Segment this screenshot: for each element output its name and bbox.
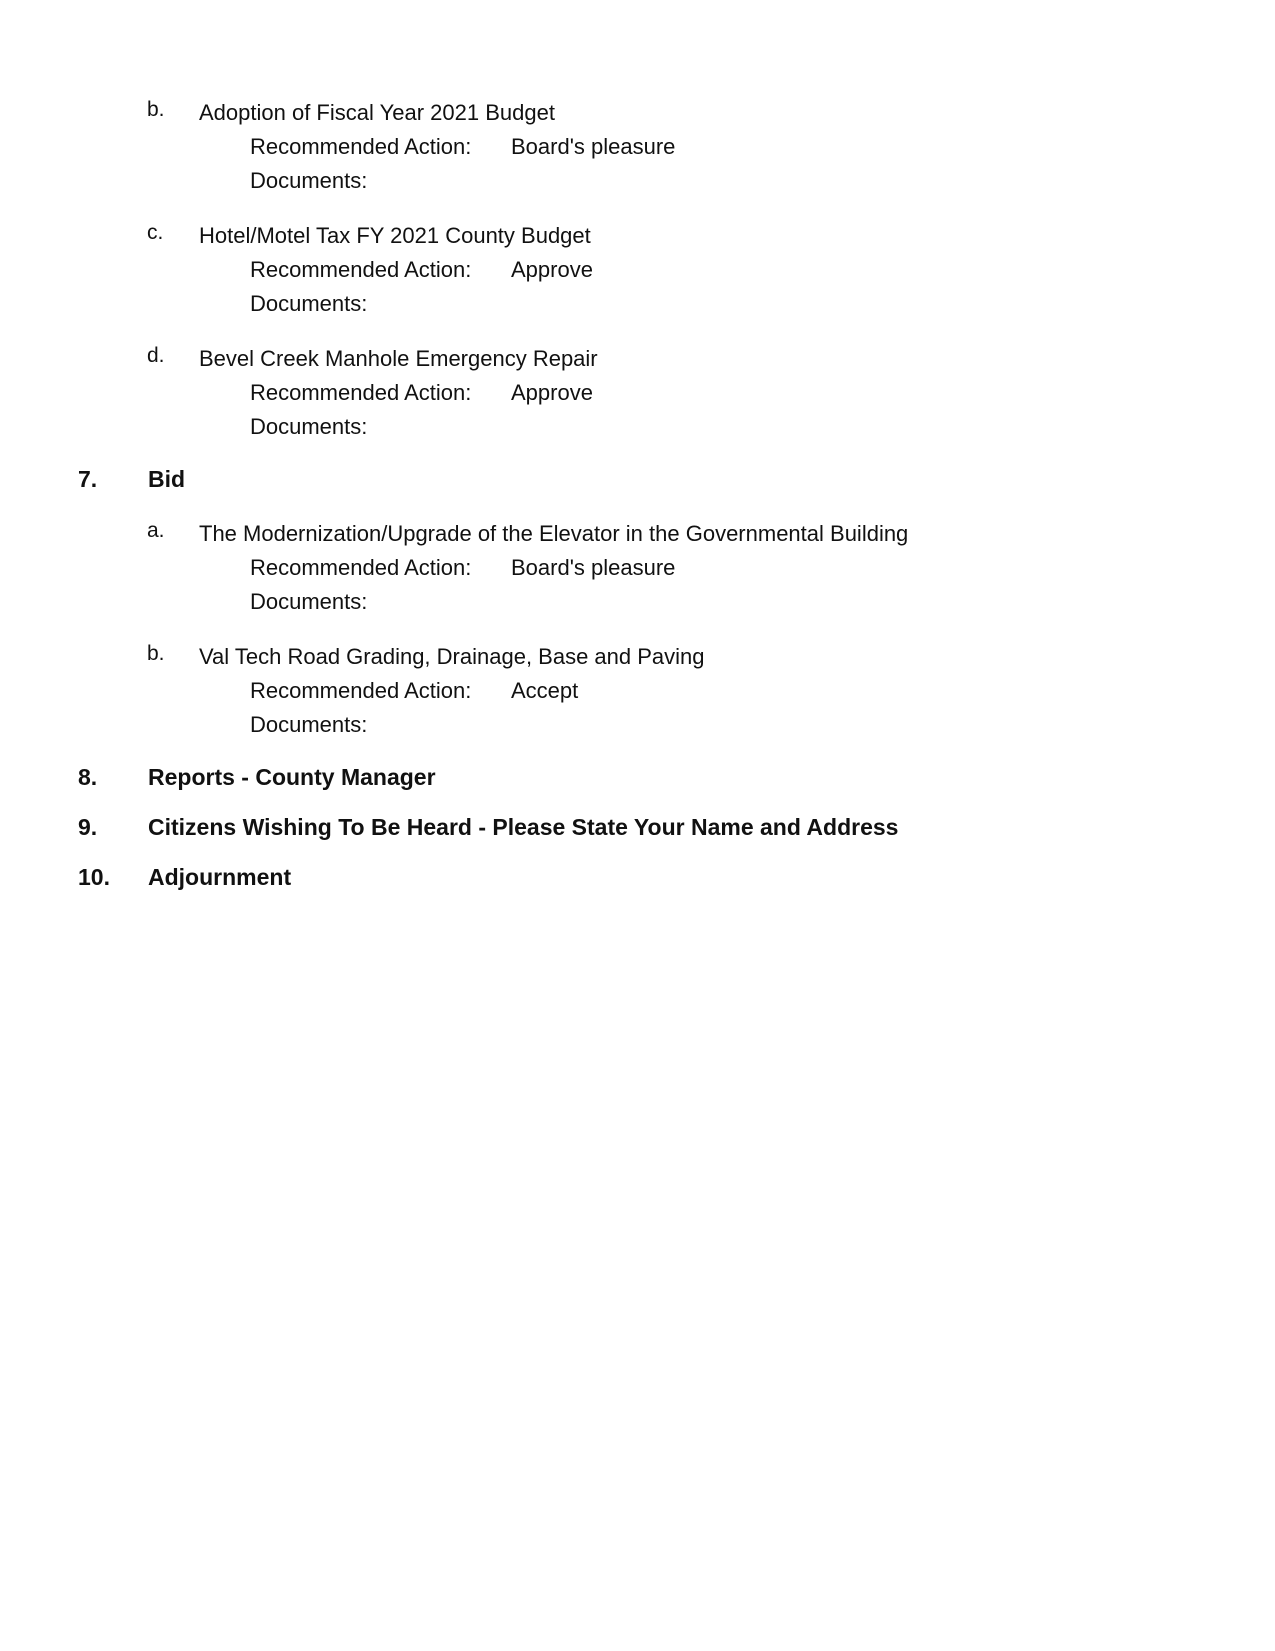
section-number: 9. xyxy=(78,814,98,840)
recommended-action-label: Recommended Action: xyxy=(250,678,472,703)
recommended-action-value: Board's pleasure xyxy=(511,134,676,159)
section-number: 10. xyxy=(78,864,110,890)
item-letter: a. xyxy=(147,519,165,542)
recommended-action-label: Recommended Action: xyxy=(250,380,472,405)
section-title: Adjournment xyxy=(148,864,292,890)
section-title: Bid xyxy=(148,466,186,492)
recommended-action-value: Approve xyxy=(511,380,593,405)
item-title: The Modernization/Upgrade of the Elevator in the Governmental Building xyxy=(199,521,909,546)
item-title: Hotel/Motel Tax FY 2021 County Budget xyxy=(199,223,591,248)
recommended-action-value: Board's pleasure xyxy=(511,555,676,580)
item-letter: d. xyxy=(147,344,165,367)
recommended-action-label: Recommended Action: xyxy=(250,134,472,159)
recommended-action-label: Recommended Action: xyxy=(250,257,472,282)
item-title: Bevel Creek Manhole Emergency Repair xyxy=(199,346,598,371)
section-number: 7. xyxy=(78,466,98,492)
documents-label: Documents: xyxy=(250,168,368,193)
item-letter: b. xyxy=(147,98,165,121)
recommended-action-label: Recommended Action: xyxy=(250,555,472,580)
item-letter: b. xyxy=(147,642,165,665)
item-title: Adoption of Fiscal Year 2021 Budget xyxy=(199,100,555,125)
documents-label: Documents: xyxy=(250,291,368,316)
item-title: Val Tech Road Grading, Drainage, Base and Paving xyxy=(199,644,705,669)
section-title: Citizens Wishing To Be Heard - Please State Your Name and Address xyxy=(148,814,899,840)
documents-label: Documents: xyxy=(250,712,368,737)
documents-label: Documents: xyxy=(250,589,368,614)
item-letter: c. xyxy=(147,221,164,244)
recommended-action-value: Approve xyxy=(511,257,593,282)
documents-label: Documents: xyxy=(250,414,368,439)
section-number: 8. xyxy=(78,764,98,790)
recommended-action-value: Accept xyxy=(511,678,579,703)
section-title: Reports - County Manager xyxy=(148,764,436,790)
